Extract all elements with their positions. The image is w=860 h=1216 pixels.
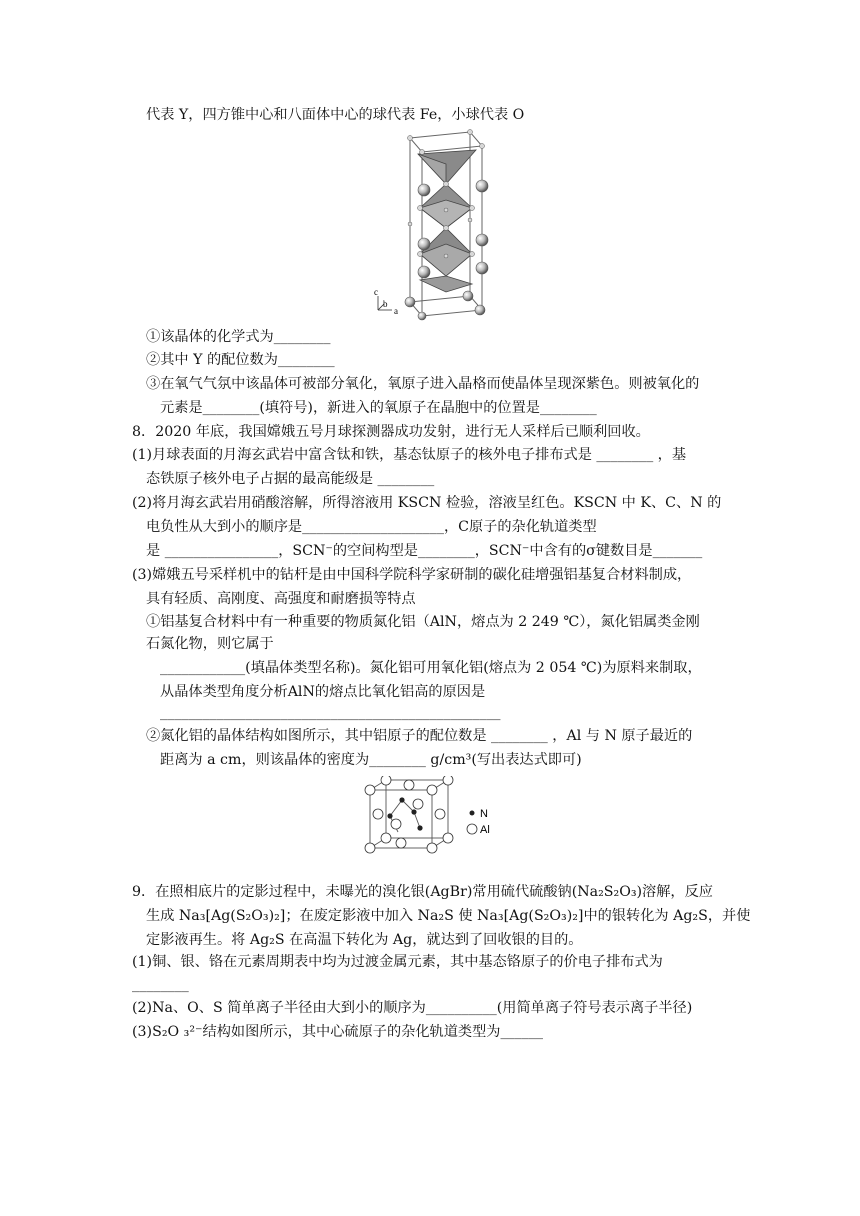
q9-stem-line3: 定影液再生。将 Ag₂S 在高温下转化为 Ag，就达到了回收银的目的。 xyxy=(146,932,583,948)
q8-sub2-line2: 电负性从大到小的顺序是____________________，C原子的杂化轨道类型 xyxy=(146,519,597,535)
axis-label-b: b xyxy=(383,299,388,309)
q7-part1-text: ①该晶体的化学式为________ xyxy=(146,329,331,345)
q9-sub1-line2: ________ xyxy=(132,977,189,993)
q8-sub3-part1-line3: ____________(填晶体类型名称)。氮化铝可用氧化铝(熔点为 2 054 ℃)为原料来制取， xyxy=(160,660,702,676)
q8-sub3-line2: 具有轻质、高刚度、高强度和耐磨损等特点 xyxy=(146,591,416,607)
q8-sub2-line1: (2)将月海玄武岩用硝酸溶解，所得溶液用 KSCN 检验，溶液呈红色。KSCN 中 K、C、N 的 xyxy=(132,495,722,511)
legend-n: N xyxy=(480,808,488,820)
q7-part3-line1: ③在氧气气氛中该晶体可被部分氧化，氧原子进入晶格而使晶体呈现深紫色。则被氧化的 xyxy=(146,376,700,392)
q9-sub1-line1: (1)铜、银、铬在元素周期表中均为过渡金属元素，其中基态铬原子的价电子排布式为 xyxy=(132,954,663,970)
legend-al: Al xyxy=(480,824,490,836)
q9-stem-line1: 9．在照相底片的定影过程中，未曝光的溴化银(AgBr)常用硫代硫酸钠(Na₂S₂O₃)溶解，反应 xyxy=(132,884,713,900)
q8-sub3-part2-line1: ②氮化铝的晶体结构如图所示，其中铝原子的配位数是 ________ ，Al 与 N 原子最近的 xyxy=(146,728,693,744)
q8-sub1-line2: 态铁原子核外电子占据的最高能级是 ________ xyxy=(146,471,435,487)
crystal-structure-figure-yfeo xyxy=(368,124,498,324)
q8-sub3-part1-line4: 从晶体类型角度分析AlN的熔点比氧化铝高的原因是 xyxy=(160,684,486,700)
q8-sub3-part2-line2: 距离为 a cm，则该晶体的密度为________ g/cm³(写出表达式即可) xyxy=(160,752,582,768)
q8-sub3-part1-line2: 石氮化物，则它属于 xyxy=(146,636,274,652)
q9-sub2: (2)Na、O、S 简单离子半径由大到小的顺序为__________(用简单离子符号表示离子半径) xyxy=(132,1000,693,1016)
q8-stem: 8．2020 年底，我国嫦娥五号月球探测器成功发射，进行无人采样后已顺利回收。 xyxy=(132,424,650,440)
q8-sub3-part1-line1: ①铝基复合材料中有一种重要的物质氮化铝（AlN，熔点为 2 249 ℃），氮化铝属类金刚 xyxy=(146,614,700,630)
q7-part2-text: ②其中 Y 的配位数为________ xyxy=(146,352,335,368)
q9-sub3: (3)S₂O ₃²⁻结构如图所示，其中心硫原子的杂化轨道类型为______ xyxy=(132,1024,544,1040)
q8-sub3-part1-answer-line: ________________________________________________ xyxy=(160,705,501,721)
q8-sub2-line3: 是 ________________，SCN⁻的空间构型是________，SCN⁻中含有的σ键数目是_______ xyxy=(146,543,703,559)
q8-sub1-line1: (1)月球表面的月海玄武岩中富含钛和铁，基态钛原子的核外电子排布式是 ________ ，基 xyxy=(132,447,687,463)
axis-label-a: a xyxy=(394,306,398,316)
q7-intro-text: 代表 Y，四方锥中心和八面体中心的球代表 Fe，小球代表 O xyxy=(146,107,525,123)
q8-sub3-line1: (3)嫦娥五号采样机中的钻杆是由中国科学院科学家研制的碳化硅增强铝基复合材料制成， xyxy=(132,567,692,583)
aln-crystal-structure-figure xyxy=(362,776,522,854)
q9-stem-line2: 生成 Na₃[Ag(S₂O₃)₂]；在废定影液中加入 Na₂S 使 Na₃[Ag(S₂O₃)₂]中的银转化为 Ag₂S，并使 xyxy=(146,908,751,924)
axis-label-c: c xyxy=(374,287,378,297)
q7-part3-line2: 元素是________(填符号)，新进入的氧原子在晶胞中的位置是________ xyxy=(160,400,597,416)
